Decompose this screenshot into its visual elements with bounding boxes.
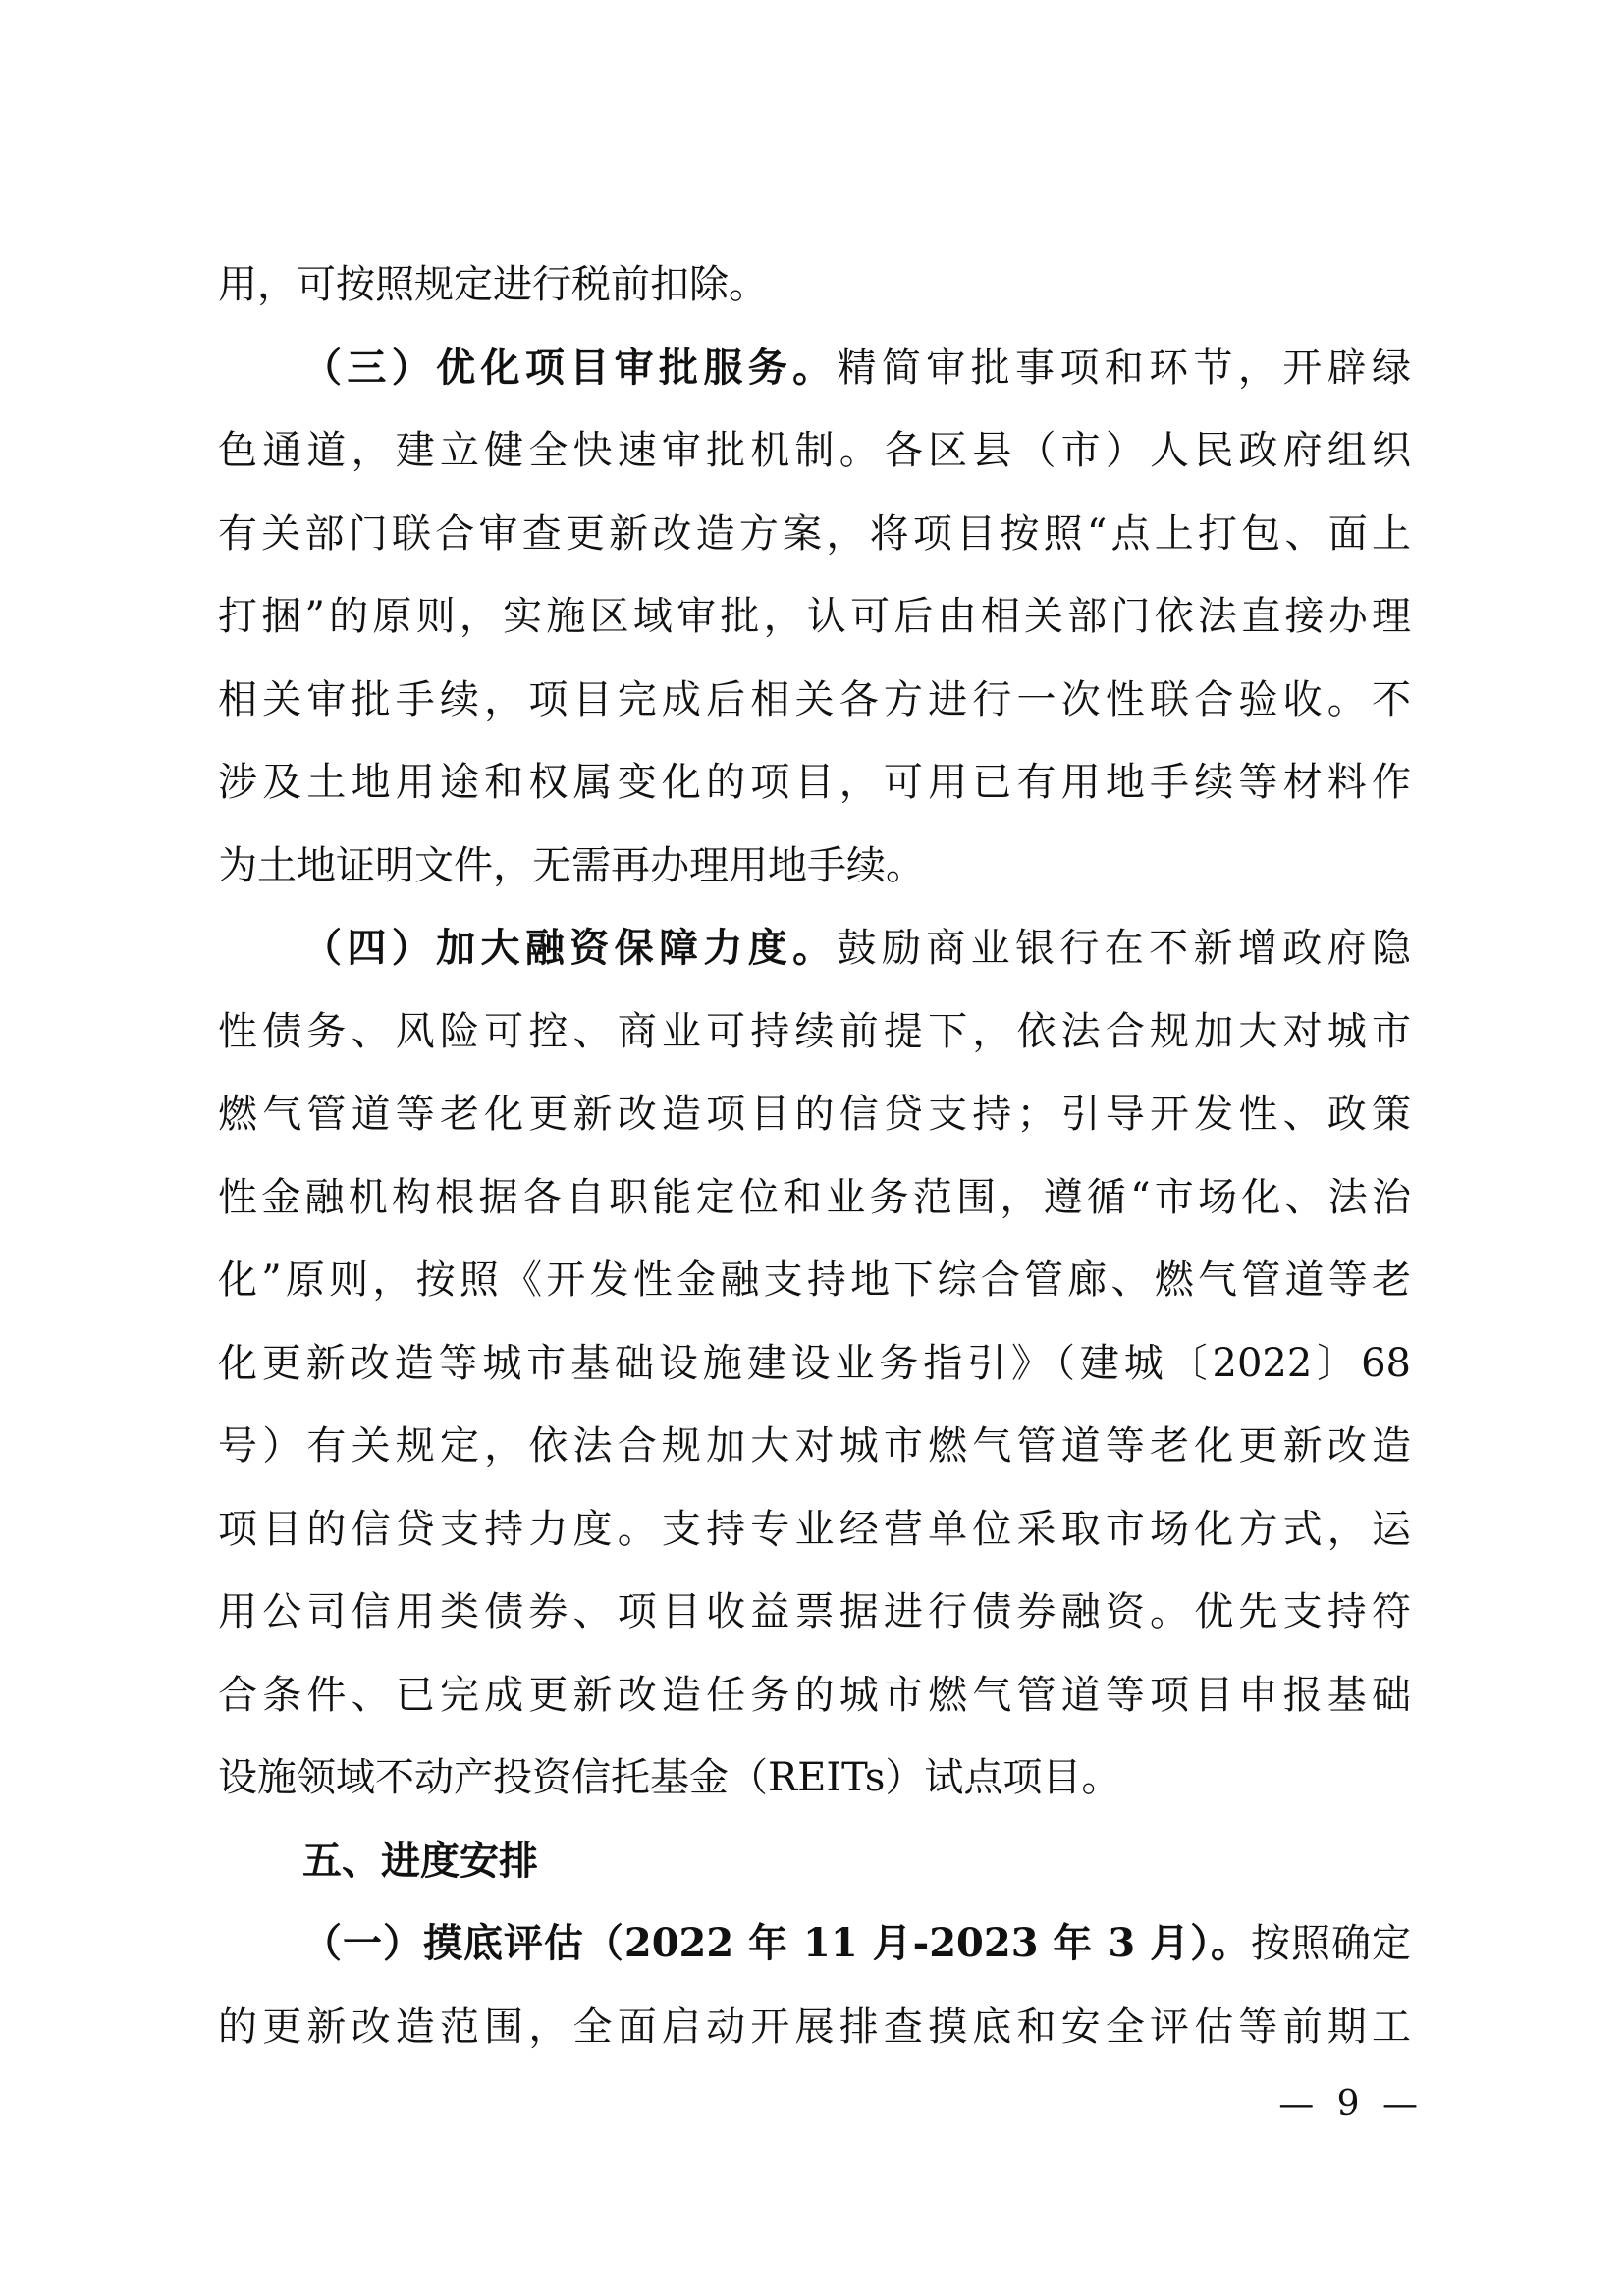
text-run: 色通道，建立健全快速审批机制。各区县（市）人民政府组织 [218, 428, 1411, 473]
body-text [218, 243, 1411, 2068]
paragraph-line [218, 1156, 1411, 1240]
text-run: 相关审批手续，项目完成后相关各方进行一次性联合验收。不 [218, 676, 1411, 722]
chapter-heading-schedule [218, 1820, 1411, 1903]
text-run: 燃气管道等老化更新改造项目的信贷支持；引导开发性、政策 [218, 1092, 1411, 1137]
text-run: 用公司信用类债券、项目收益票据进行债券融资。优先支持符 [218, 1589, 1411, 1634]
paragraph-line [218, 1571, 1411, 1654]
paragraph-line [218, 907, 1411, 990]
text-run: 涉及土地用途和权属变化的项目，可用已有用地手续等材料作 [218, 760, 1411, 805]
paragraph-line [218, 990, 1411, 1074]
paragraph-line [218, 243, 1411, 327]
text-run: 的更新改造范围，全面启动开展排查摸底和安全评估等前期工 [218, 2003, 1411, 2050]
paragraph-line [218, 493, 1411, 576]
paragraph-line [218, 825, 1411, 908]
paragraph-line [218, 1488, 1411, 1572]
paragraph-line [218, 1322, 1411, 1406]
text-run: 项目的信贷支持力度。支持专业经营单位采取市场化方式，运 [218, 1506, 1411, 1552]
page-number: — 9 — [1278, 2084, 1424, 2124]
text-run: 精简审批事项和环节，开辟绿 [837, 345, 1411, 391]
paragraph-line [218, 1073, 1411, 1156]
paragraph-line [218, 1239, 1411, 1322]
section-heading-optimize-approval: （三）优化项目审批服务。 [302, 344, 838, 391]
text-run: 打捆”的原则，实施区域审批，认可后由相关部门依法直接办理 [218, 594, 1411, 639]
heading-text: 五、进度安排 [302, 1838, 538, 1884]
text-run: 按照确定 [1251, 1921, 1411, 1966]
paragraph-line [218, 1654, 1411, 1737]
text-run: 号）有关规定，依法合规加大对城市燃气管道等老化更新改造 [218, 1423, 1411, 1468]
paragraph-line [218, 327, 1411, 410]
paragraph-line [218, 1405, 1411, 1488]
text-run: 化更新改造等城市基础设施建设业务指引》（建城〔2022〕68 [218, 1340, 1411, 1386]
text-run: 鼓励商业银行在不新增政府隐 [837, 926, 1411, 971]
paragraph-line [218, 1736, 1411, 1820]
text-run: 性债务、风险可控、商业可持续前提下，依法合规加大对城市 [218, 1008, 1411, 1054]
text-run: 设施领域不动产投资信托基金（REITs）试点项目。 [218, 1755, 1121, 1800]
text-run: 性金融机构根据各自职能定位和业务范围，遵循“市场化、法治 [218, 1174, 1411, 1220]
text-run: 有关部门联合审查更新改造方案，将项目按照“点上打包、面上 [218, 510, 1411, 557]
paragraph-line [218, 741, 1411, 825]
paragraph-line [218, 659, 1411, 742]
paragraph-line [218, 1986, 1411, 2069]
text-run: 化”原则，按照《开发性金融支持地下综合管廊、燃气管道等老 [218, 1257, 1411, 1303]
paragraph-line [218, 575, 1411, 659]
paragraph-line [218, 1902, 1411, 1986]
section-heading-survey-assessment: （一）摸底评估（2022 年 11 月-2023 年 3 月）。 [302, 1920, 1252, 1966]
text-run: 为土地证明文件，无需再办理用地手续。 [218, 842, 925, 888]
text-run: 合条件、已完成更新改造任务的城市燃气管道等项目申报基础 [218, 1672, 1411, 1718]
section-heading-financing: （四）加大融资保障力度。 [302, 925, 838, 971]
paragraph-line [218, 409, 1411, 493]
text-run: 用，可按照规定进行税前扣除。 [218, 262, 768, 307]
